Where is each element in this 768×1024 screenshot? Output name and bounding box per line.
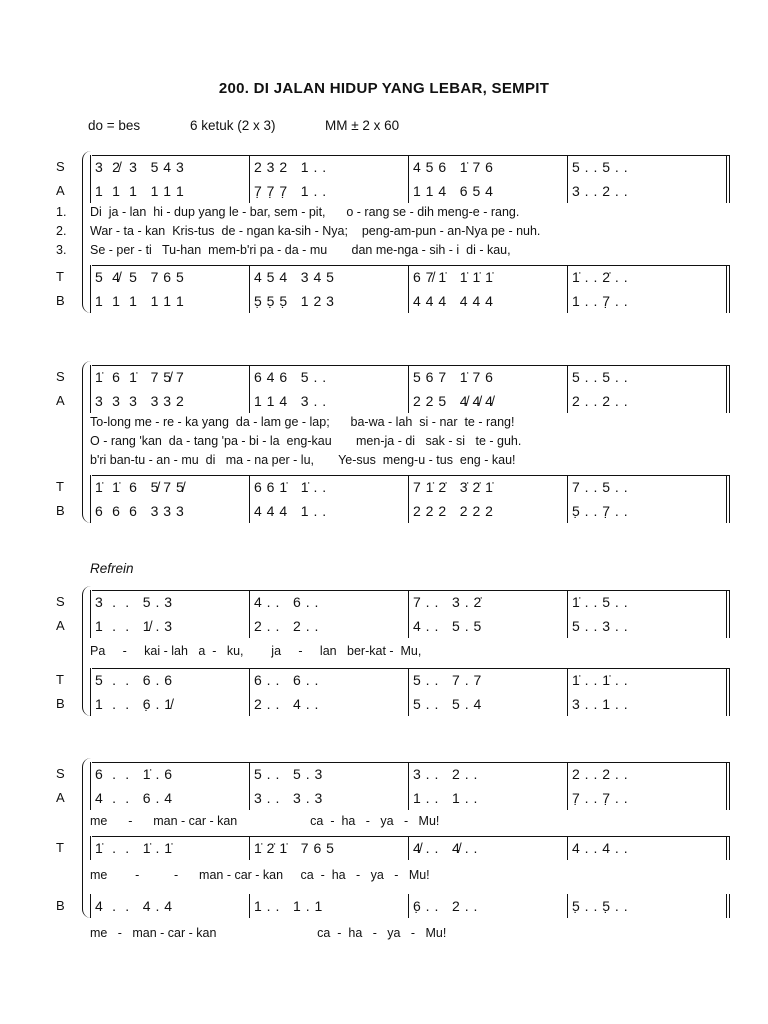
measure: 4̸ . . 4̸ . .	[408, 836, 567, 860]
voice-row-b	[50, 894, 730, 918]
song-title: 200. DI JALAN HIDUP YANG LEBAR, SEMPIT	[218, 80, 550, 97]
measure: 5 . . 6 . 6	[90, 668, 249, 692]
measure: 3 . . 2 . .	[408, 762, 567, 786]
lyric-line	[50, 812, 730, 830]
measure: 7 . . 5 . .	[567, 475, 730, 499]
staff-line	[92, 265, 730, 266]
measures	[90, 265, 730, 289]
measure: 1 . . 1̸ . 3	[90, 614, 249, 638]
verse-number: 2.	[56, 224, 67, 238]
measure: 5̣ . . 7̣ . .	[567, 499, 730, 523]
measure: 4 . . 4 . 4	[90, 894, 249, 918]
voice-row-t	[50, 265, 730, 289]
measure: 4 . . 4 . .	[567, 836, 730, 860]
lyric-text: me - - man - car - kan ca - ha - ya - Mu!	[90, 868, 430, 882]
staff-line	[92, 155, 730, 156]
lyric-line	[50, 924, 730, 942]
measure: 1 1 1 1 1 1	[90, 289, 249, 313]
voice-row-s	[50, 590, 730, 614]
verse-number: 3.	[56, 243, 67, 257]
measure: 4 4 4 1 . .	[249, 499, 408, 523]
voice-label-a: A	[56, 183, 65, 198]
staff-line	[92, 590, 730, 591]
voice-row-a	[50, 786, 730, 810]
staff-line	[92, 475, 730, 476]
voice-label-t: T	[56, 840, 64, 855]
voice-label-t: T	[56, 269, 64, 284]
lyric-line	[50, 866, 730, 884]
measure: 5 . . 5 . .	[567, 365, 730, 389]
measure: 6 . . 1̇ . 6	[90, 762, 249, 786]
measure: 5̣ 5̣ 5̣ 1 2 3	[249, 289, 408, 313]
measure: 7 . . 3 . 2̇	[408, 590, 567, 614]
lyric-text: O - rang 'kan da - tang 'pa - bi - la eng-kau men-ja - di sak - si te - guh.	[90, 434, 522, 448]
measures	[90, 786, 730, 810]
voice-row-s	[50, 155, 730, 179]
measure: 4 5 4 3 4 5	[249, 265, 408, 289]
refrain-label: Refrein	[90, 561, 134, 576]
measures	[90, 836, 730, 860]
measures	[90, 499, 730, 523]
measures	[90, 389, 730, 413]
lyric-line	[50, 413, 730, 431]
tempo-info: MM ± 2 x 60	[325, 118, 400, 133]
measure: 5 . . 5 . 3	[249, 762, 408, 786]
voice-label-s: S	[56, 766, 65, 781]
measure: 4 . . 6 . .	[249, 590, 408, 614]
measure: 5 . . 7 . 7	[408, 668, 567, 692]
voice-label-a: A	[56, 618, 65, 633]
measure: 2 . . 4 . .	[249, 692, 408, 716]
voice-label-b: B	[56, 293, 65, 308]
lyric-text: Se - per - ti Tu-han mem-b'ri pa - da - mu dan me-nga - sih - i di - kau,	[90, 243, 511, 257]
voice-label-b: B	[56, 898, 65, 913]
measure: 4 . . 5 . 5	[408, 614, 567, 638]
lyric-text: b'ri ban-tu - an - mu di ma - na per - lu, Ye-sus meng-u - tus eng - kau!	[90, 453, 516, 467]
voice-row-b	[50, 692, 730, 716]
lyric-text: Di ja - lan hi - dup yang le - bar, sem - pit, o - rang se - dih meng-e - rang.	[90, 205, 520, 219]
voice-row-a	[50, 614, 730, 638]
staff-line	[92, 762, 730, 763]
measure: 2 . . 2 . .	[249, 614, 408, 638]
measure: 7̣ . . 7̣ . .	[567, 786, 730, 810]
voice-label-a: A	[56, 790, 65, 805]
measure: 3 3 3 3 3 2	[90, 389, 249, 413]
lyric-line	[50, 642, 730, 660]
measures	[90, 179, 730, 203]
system-brace	[82, 151, 91, 313]
measure: 3 . . 5 . 3	[90, 590, 249, 614]
measure: 1 . . 6̣ . 1̸	[90, 692, 249, 716]
lyric-line	[50, 203, 730, 221]
lyric-text: War - ta - kan Kris-tus de - ngan ka-sih - Nya; peng-am-pun - an-Nya pe - nuh.	[90, 224, 541, 238]
measure: 1 . . 1 . 1	[249, 894, 408, 918]
measure: 3 . . 1 . .	[567, 692, 730, 716]
staff-line	[92, 836, 730, 837]
measure: 6 7̸ 1̇ 1̇ 1̇ 1̇	[408, 265, 567, 289]
measure: 3 . . 3 . 3	[249, 786, 408, 810]
measure: 1 . . 7̣ . .	[567, 289, 730, 313]
meter-info: 6 ketuk (2 x 3)	[190, 118, 276, 133]
measure: 2 2 2 2 2 2	[408, 499, 567, 523]
voice-row-a	[50, 389, 730, 413]
voice-label-s: S	[56, 369, 65, 384]
lyric-line	[50, 451, 730, 469]
staff-line	[92, 365, 730, 366]
measure: 1̇ . . 5 . .	[567, 590, 730, 614]
measure: 2 . . 2 . .	[567, 762, 730, 786]
verse-number: 1.	[56, 205, 67, 219]
measure: 4 5 6 1̇ 7 6	[408, 155, 567, 179]
measure: 3 . . 2 . .	[567, 179, 730, 203]
voice-row-s	[50, 365, 730, 389]
measure: 6 . . 6 . .	[249, 668, 408, 692]
voice-label-b: B	[56, 503, 65, 518]
measure: 3 2̸ 3 5 4 3	[90, 155, 249, 179]
voice-row-t	[50, 836, 730, 860]
measure: 7 1̇ 2̇ 3̇ 2̇ 1̇	[408, 475, 567, 499]
staff-line	[92, 668, 730, 669]
measure: 1̇ . . 2̇ . .	[567, 265, 730, 289]
lyric-text: Pa - kai - lah a - ku, ja - lan ber-kat - Mu,	[90, 644, 422, 658]
measure: 5̣ . . 5̣ . .	[567, 894, 730, 918]
measures	[90, 894, 730, 918]
measure: 2 2 5 4̸ 4̸ 4̸	[408, 389, 567, 413]
voice-label-a: A	[56, 393, 65, 408]
measures	[90, 590, 730, 614]
measure: 5 6 7 1̇ 7 6	[408, 365, 567, 389]
lyric-text: To-long me - re - ka yang da - lam ge - lap; ba-wa - lah si - nar te - rang!	[90, 415, 515, 429]
voice-label-s: S	[56, 594, 65, 609]
voice-row-t	[50, 475, 730, 499]
measure: 6 6 6 3 3 3	[90, 499, 249, 523]
measure: 1 . . 1 . .	[408, 786, 567, 810]
measure: 1̇ . . 1̇ . .	[567, 668, 730, 692]
lyric-line	[50, 241, 730, 259]
voice-label-b: B	[56, 696, 65, 711]
measures	[90, 668, 730, 692]
voice-label-t: T	[56, 479, 64, 494]
measure: 1 1 4 6 5 4	[408, 179, 567, 203]
system-brace	[82, 758, 91, 918]
voice-row-s	[50, 762, 730, 786]
measure: 5 . . 5 . .	[567, 155, 730, 179]
measure: 1̇ 6 1̇ 7 5̸ 7	[90, 365, 249, 389]
measures	[90, 692, 730, 716]
measure: 2 3 2 1 . .	[249, 155, 408, 179]
measure: 1̇ 2̇ 1̇ 7 6 5	[249, 836, 408, 860]
lyric-text: me - man - car - kan ca - ha - ya - Mu!	[90, 814, 440, 828]
measure: 5 . . 5 . 4	[408, 692, 567, 716]
key-signature: do = bes	[88, 118, 141, 133]
lyric-text: me - man - car - kan ca - ha - ya - Mu!	[90, 926, 447, 940]
measures	[90, 762, 730, 786]
lyric-line	[50, 432, 730, 450]
measure: 7̣ 7̣ 7̣ 1 . .	[249, 179, 408, 203]
voice-row-t	[50, 668, 730, 692]
measures	[90, 365, 730, 389]
measure: 6 6 1̇ 1̇ . .	[249, 475, 408, 499]
system-brace	[82, 361, 91, 523]
measure: 1 1 4 3 . .	[249, 389, 408, 413]
measures	[90, 614, 730, 638]
measures	[90, 289, 730, 313]
measure: 6̣ . . 2 . .	[408, 894, 567, 918]
measures	[90, 155, 730, 179]
measure: 4 4 4 4 4 4	[408, 289, 567, 313]
measure: 1̇ 1̇ 6 5̸ 7 5̸	[90, 475, 249, 499]
measure: 2 . . 2 . .	[567, 389, 730, 413]
voice-label-s: S	[56, 159, 65, 174]
system-brace	[82, 586, 91, 716]
measure: 6 4 6 5 . .	[249, 365, 408, 389]
measure: 1 1 1 1 1 1	[90, 179, 249, 203]
voice-label-t: T	[56, 672, 64, 687]
measure: 1̇ . . 1̇ . 1̇	[90, 836, 249, 860]
measures	[90, 475, 730, 499]
measure: 5 . . 3 . .	[567, 614, 730, 638]
voice-row-b	[50, 499, 730, 523]
measure: 5 4̸ 5 7 6 5	[90, 265, 249, 289]
lyric-line	[50, 222, 730, 240]
voice-row-b	[50, 289, 730, 313]
measure: 4 . . 6 . 4	[90, 786, 249, 810]
voice-row-a	[50, 179, 730, 203]
